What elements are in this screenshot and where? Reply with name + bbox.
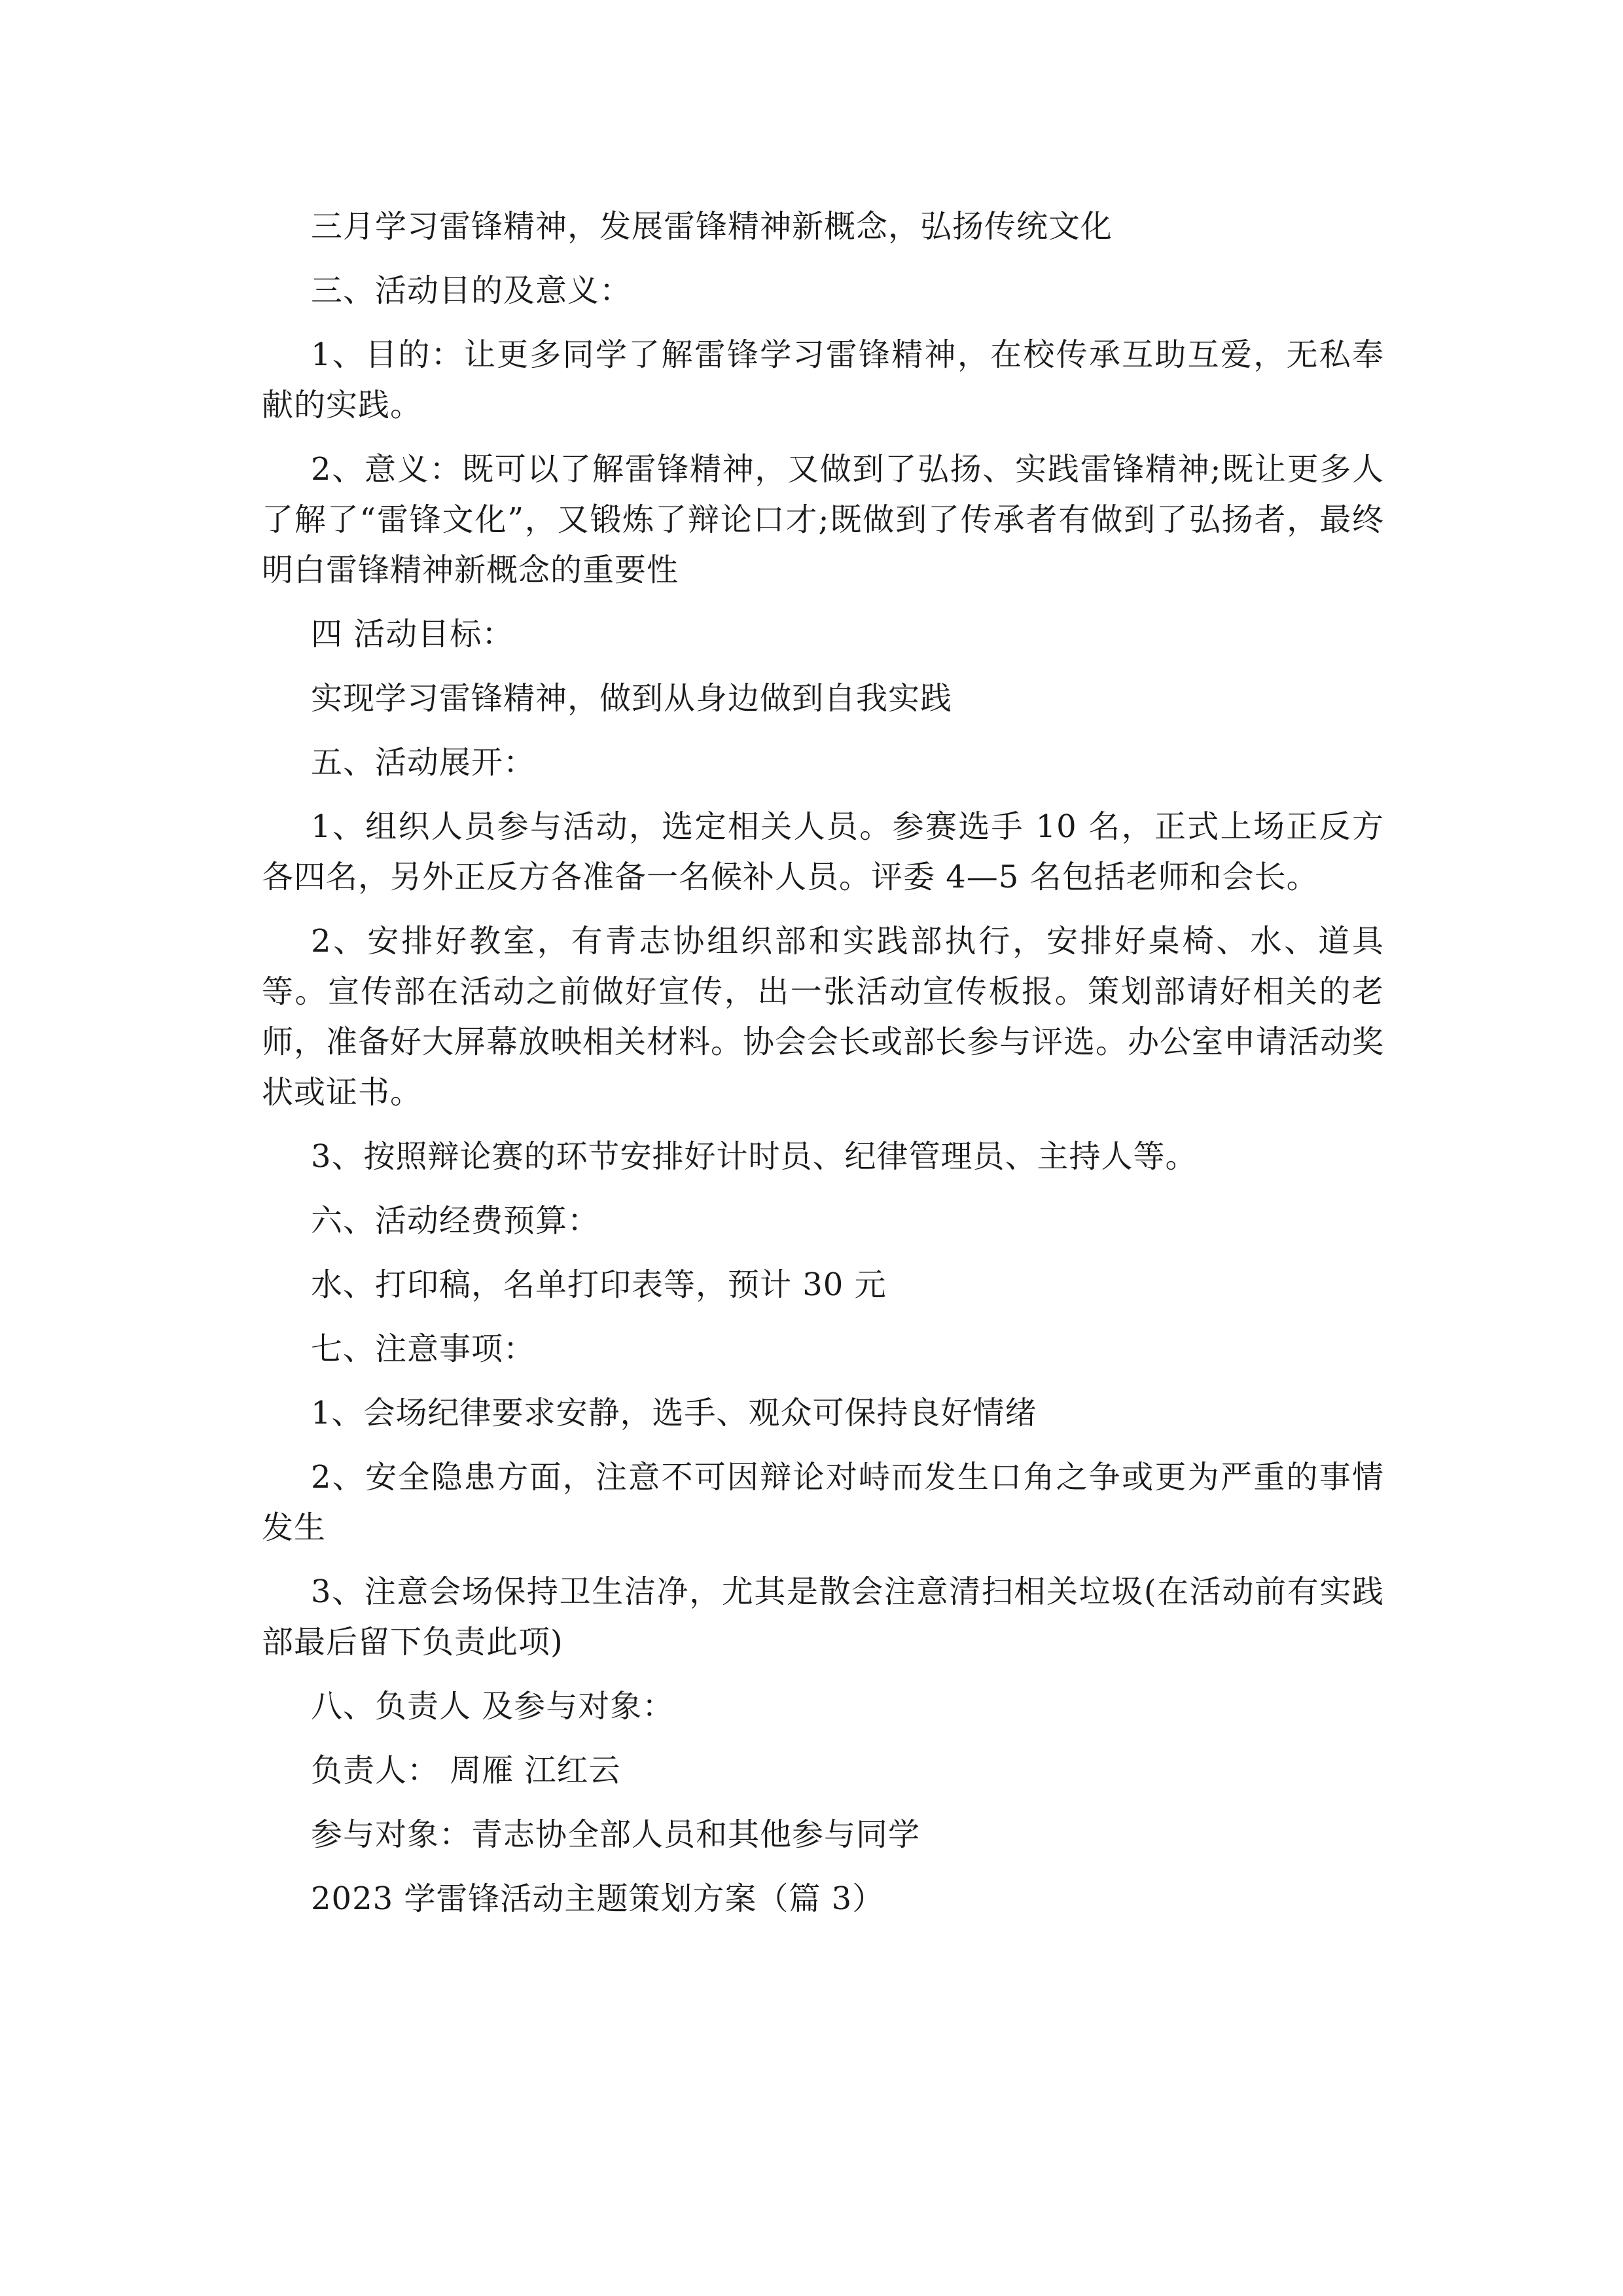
paragraph-note-1: 1、会场纪律要求安静，选手、观众可保持良好情绪 bbox=[311, 1395, 1037, 1431]
paragraph-theme: 三月学习雷锋精神，发展雷锋精神新概念，弘扬传统文化 bbox=[311, 208, 1113, 245]
paragraph-responsible: 负责人： 周雁 江红云 bbox=[311, 1752, 621, 1789]
heading-goals: 四 活动目标： bbox=[311, 616, 514, 653]
paragraph-execution-3: 3、按照辩论赛的环节安排好计时员、纪律管理员、主持人等。 bbox=[311, 1138, 1198, 1175]
heading-budget: 六、活动经费预算： bbox=[311, 1202, 600, 1239]
document-body bbox=[262, 202, 1384, 1938]
paragraph-significance: 2、意义：既可以了解雷锋精神，又做到了弘扬、实践雷锋精神;既让更多人了解了“雷锋文化”，又锻炼了辩论口才;既做到了传承者有做到了弘扬者，最终明白雷锋精神新概念的重要性 bbox=[262, 451, 1384, 588]
paragraph-execution-1: 1、组织人员参与活动，选定相关人员。参赛选手 10 名，正式上场正反方各四名，另外正反方各准备一名候补人员。评委 4—5 名包括老师和会长。 bbox=[262, 808, 1384, 895]
heading-activity-execution: 五、活动展开： bbox=[311, 744, 536, 781]
paragraph-goals: 实现学习雷锋精神，做到从身边做到自我实践 bbox=[311, 680, 953, 717]
heading-notes: 七、注意事项： bbox=[311, 1331, 536, 1367]
paragraph-execution-2: 2、安排好教室，有青志协组织部和实践部执行，安排好桌椅、水、道具等。宣传部在活动之前做好宣传，出一张活动宣传板报。策划部请好相关的老师，准备好大屏幕放映相关材料。协会会长或部长参与评选。办公室申请活动奖状或证书。 bbox=[262, 923, 1385, 1111]
heading-purpose-significance: 三、活动目的及意义： bbox=[311, 272, 632, 309]
paragraph-purpose: 1、目的：让更多同学了解雷锋学习雷锋精神，在校传承互助互爱，无私奉献的实践。 bbox=[262, 336, 1384, 423]
paragraph-budget: 水、打印稿，名单打印表等，预计 30 元 bbox=[311, 1266, 887, 1303]
paragraph-participants: 参与对象：青志协全部人员和其他参与同学 bbox=[311, 1816, 921, 1853]
paragraph-note-2: 2、安全隐患方面，注意不可因辩论对峙而发生口角之争或更为严重的事情发生 bbox=[262, 1459, 1384, 1546]
section-title-plan-3: 2023 学雷锋活动主题策划方案（篇 3） bbox=[311, 1880, 885, 1917]
heading-responsible-participants: 八、负责人 及参与对象： bbox=[311, 1688, 675, 1725]
paragraph-note-3: 3、注意会场保持卫生洁净，尤其是散会注意清扫相关垃圾(在活动前有实践部最后留下负责此项) bbox=[262, 1573, 1384, 1660]
